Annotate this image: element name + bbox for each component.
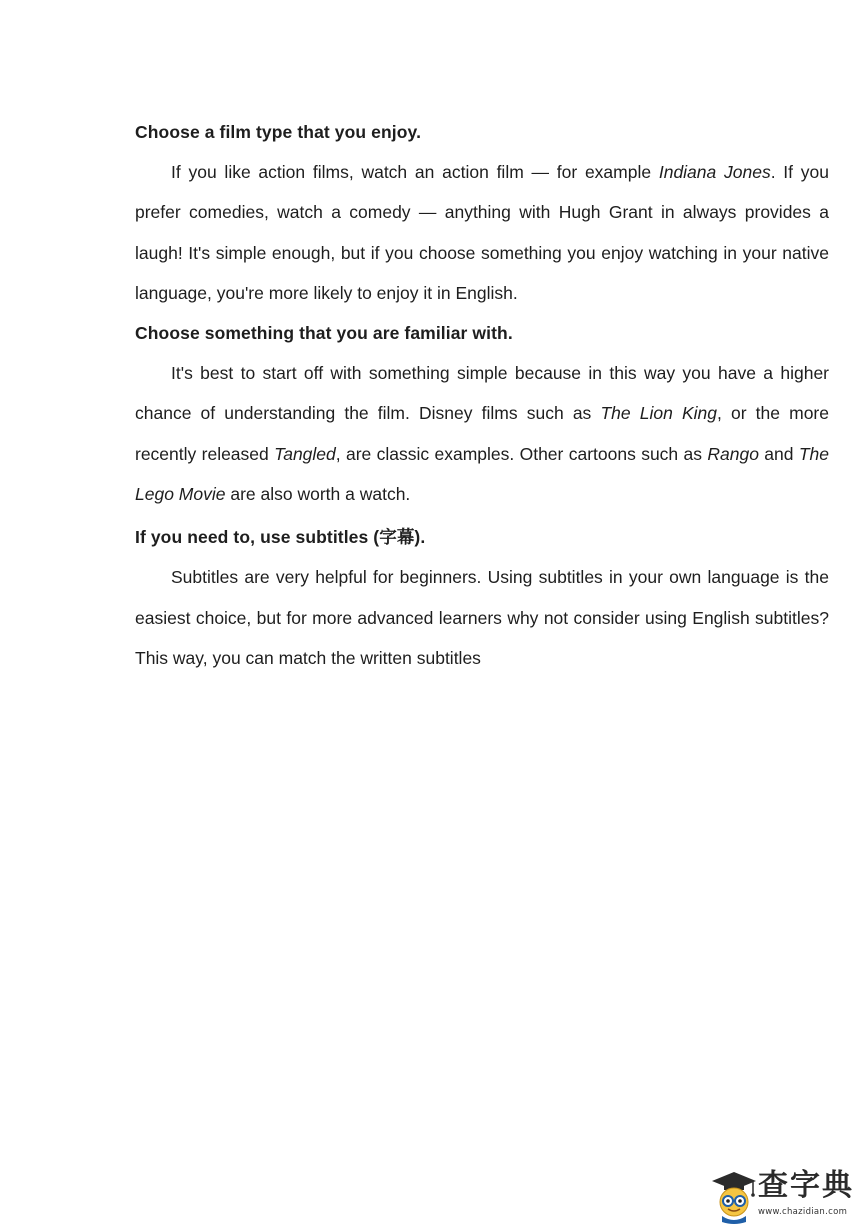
- paragraph-text: It's best to start off with something simple because in this way you have a higher chance of understanding the film. Disney films such as: [135, 363, 829, 424]
- film-title-italic: Rango: [707, 443, 759, 464]
- section-paragraph: [135, 353, 829, 514]
- film-title-italic: Indiana Jones: [658, 162, 771, 182]
- film-title-italic: Tangled: [274, 443, 336, 464]
- section-heading: Choose a film type that you enjoy.: [135, 122, 422, 142]
- paragraph-text: . If you prefer comedies, watch a comedy — anything with Hugh Grant in always provides a laugh! It's simple enough, but if you choose something you enjoy watching in your native language, you're more likely to enjoy it in English.: [135, 162, 829, 303]
- section-heading: If you need to, use subtitles (字幕).: [135, 527, 426, 548]
- document-body: [135, 112, 829, 678]
- paragraph-text: , are classic examples. Other cartoons such as: [335, 443, 708, 464]
- paragraph-text: Subtitles are very helpful for beginners. Using subtitles in your own language is the easiest choice, but for more advanced learners why not consider using English subtitles? This way, you can match the written subtitles: [135, 567, 829, 668]
- section-paragraph: [135, 152, 829, 313]
- paragraph-text: If you like action films, watch an action film — for example: [171, 162, 659, 182]
- watermark-title: 查字典: [758, 1168, 854, 1203]
- paragraph-text: and: [758, 443, 799, 464]
- paragraph-text: are also worth a watch.: [225, 484, 411, 505]
- section-subtitles: [135, 517, 829, 678]
- watermark-logo: [708, 1166, 864, 1226]
- section-film-type: [135, 112, 829, 313]
- film-title-italic: The Lion King: [600, 403, 717, 424]
- paragraph-text: , or the more recently released: [135, 403, 829, 464]
- section-paragraph: [135, 557, 829, 678]
- section-familiar: [135, 313, 829, 514]
- film-title-italic: The Lego Movie: [135, 443, 829, 505]
- section-heading: Choose something that you are familiar with.: [135, 323, 513, 344]
- watermark-url: www.chazidian.com: [758, 1207, 848, 1217]
- mascot-icon: [710, 1170, 758, 1224]
